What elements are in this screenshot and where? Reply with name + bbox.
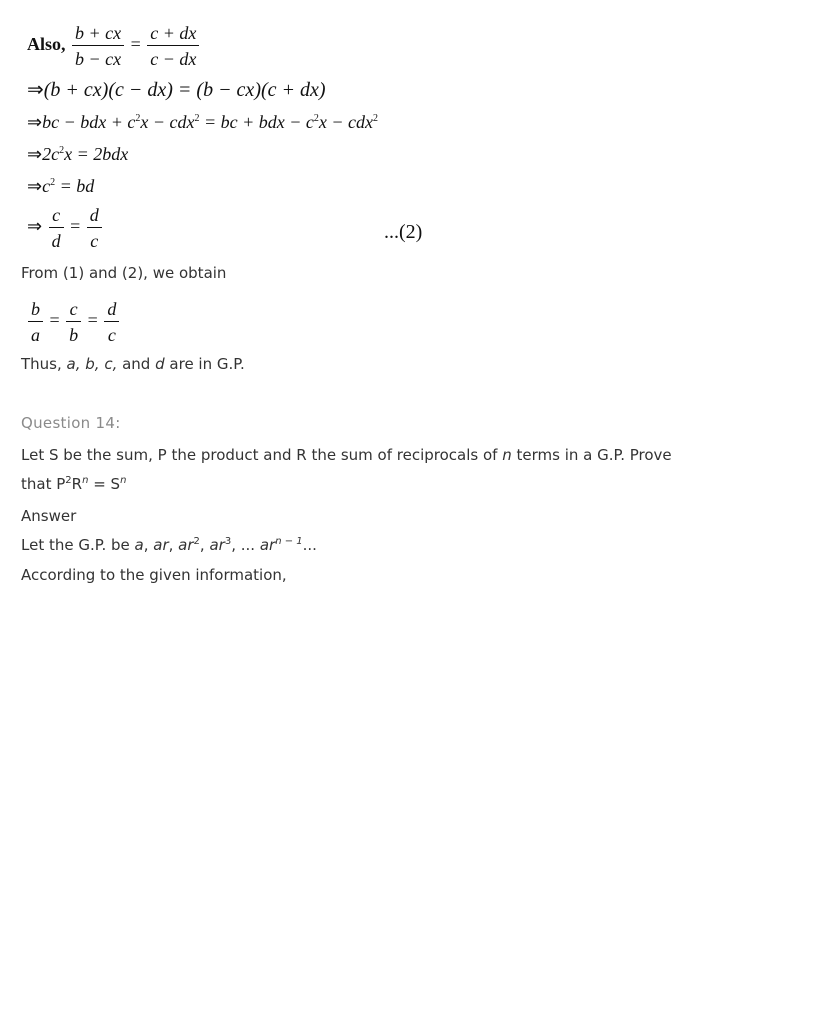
question-heading: Question 14: bbox=[21, 414, 121, 432]
fraction-c-over-d: $\frac{c}{d}$ bbox=[49, 206, 64, 250]
equals-sign: = bbox=[130, 34, 141, 55]
step-2-text: (b + cx)(c − dx) = (b − cx)(c + dx) bbox=[43, 79, 326, 101]
equation-tag: ...(2) bbox=[384, 221, 423, 243]
from-text: From (1) and (2), we obtain bbox=[21, 264, 227, 282]
equation-step-5: $\Rightarrow c^2$ = bd bbox=[27, 176, 95, 196]
gp-line: Let the G.P. be a, ar, $ar^2$, $ar^3$, ... $ar^{n - 1}$... bbox=[21, 536, 317, 554]
question-line-1: Let S be the sum, P the product and R the sum of reciprocals of n terms in a G.P. Prove bbox=[21, 446, 672, 464]
equation-also bbox=[27, 24, 201, 68]
equation-step-2: ⇒(b + cx)(c − dx) = (b − cx)(c + dx) bbox=[27, 79, 326, 101]
fraction-d-over-c-2: $\frac{d}{c}$ bbox=[104, 300, 119, 344]
equation-ratios: $\frac{b}{a}$ = $\frac{c}{b}$ = $\frac{d}{c}$ bbox=[26, 300, 121, 344]
fraction-b-over-a: $\frac{b}{a}$ bbox=[28, 300, 43, 344]
fraction-lhs: $\frac{b + cx}{b - cx}$ bbox=[72, 24, 124, 68]
question-line-2: that $P^2R^n = S^n$ bbox=[21, 475, 127, 493]
fraction-d-over-c: $\frac{d}{c}$ bbox=[87, 206, 102, 250]
answer-label: Answer bbox=[21, 507, 77, 525]
also-label: Also, bbox=[27, 34, 66, 55]
thus-text: Thus, a, b, c, and d are in G.P. bbox=[21, 355, 245, 373]
fraction-c-over-b: $\frac{c}{b}$ bbox=[66, 300, 81, 344]
given-info: According to the given information, bbox=[21, 566, 287, 584]
fraction-rhs: $\frac{c + dx}{c - dx}$ bbox=[147, 24, 199, 68]
equation-step-4: $\Rightarrow 2c^2x = 2bdx$ bbox=[27, 144, 129, 164]
equation-step-6: ⇒ $\frac{c}{d}$ = $\frac{d}{c}$ bbox=[27, 206, 104, 250]
equation-step-3: ⇒bc − bdx + $c^2x - cdx^2$ = bc + bdx − $c^2x - cdx^2$ bbox=[27, 112, 379, 132]
